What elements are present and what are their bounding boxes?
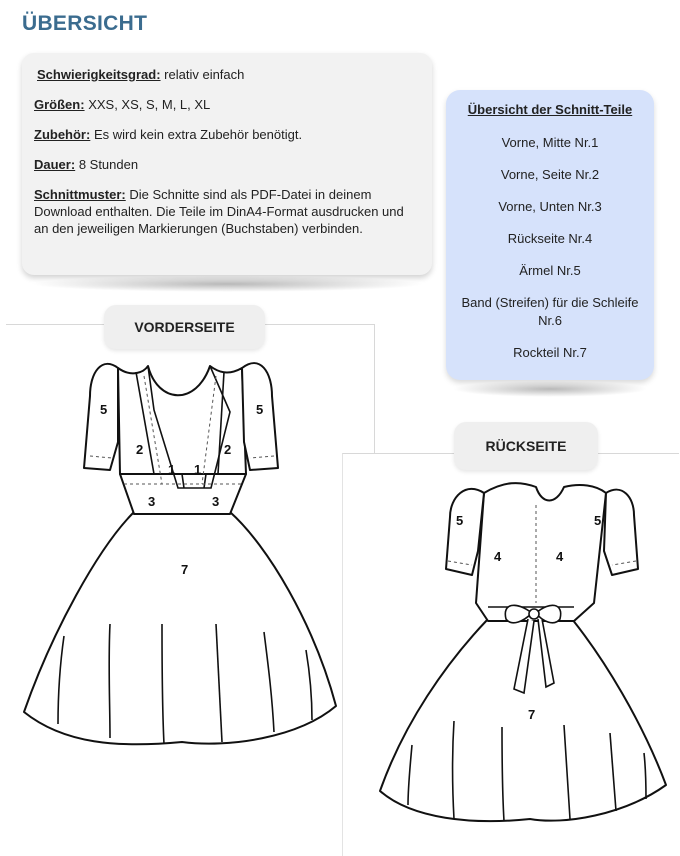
- back-sleeve-right-number: 5: [594, 513, 602, 528]
- parts-overview-box: [446, 90, 654, 380]
- info-pattern: [34, 186, 420, 237]
- front-center-left-number: 1: [168, 462, 176, 477]
- info-value: Es wird kein extra Zubehör benötigt.: [93, 127, 303, 142]
- parts-item: Vorne, Unten Nr.3: [498, 199, 602, 214]
- parts-item: Vorne, Seite Nr.2: [500, 167, 600, 182]
- parts-item: Band (Streifen) für die Schleife Nr.6: [461, 295, 639, 328]
- info-difficulty: [34, 66, 420, 83]
- parts-item: Ärmel Nr.5: [519, 263, 581, 278]
- front-center-right-number: 1: [194, 462, 202, 477]
- info-label: Zubehör:: [34, 127, 91, 142]
- front-sleeve-right-number: 5: [256, 402, 264, 417]
- front-side-left-number: 2: [136, 442, 144, 457]
- info-label: Größen:: [34, 97, 85, 112]
- parts-item: Rückseite Nr.4: [507, 231, 593, 246]
- info-accessories: [34, 126, 420, 143]
- info-duration: [34, 156, 420, 173]
- back-view-label: RÜCKSEITE: [454, 422, 598, 470]
- front-lower-left-number: 3: [148, 494, 156, 509]
- front-skirt-piece: [24, 512, 336, 744]
- info-value: Die Schnitte sind als PDF-Datei in deinem Download enthalten. Die Teile im DinA4-Format ausdrucken und an den jeweiligen Markierungen (Buchstaben) verbinden.: [34, 187, 404, 236]
- parts-overview-title: Übersicht der Schnitt-Teile: [467, 102, 633, 117]
- front-dress-illustration: [6, 324, 374, 780]
- info-box: [22, 53, 432, 275]
- back-sleeve-left-number: 5: [456, 513, 464, 528]
- info-box-shadow: [30, 276, 425, 292]
- info-value: XXS, XS, S, M, L, XL: [88, 97, 211, 112]
- info-value: relativ einfach: [164, 67, 245, 82]
- front-side-right-number: 2: [224, 442, 232, 457]
- front-skirt-number: 7: [181, 562, 189, 577]
- parts-item: Vorne, Mitte Nr.1: [501, 135, 599, 150]
- front-view-label: VORDERSEITE: [104, 305, 265, 349]
- info-label: Schwierigkeitsgrad:: [37, 67, 161, 82]
- back-left-number: 4: [494, 549, 502, 564]
- back-right-sleeve: [604, 490, 638, 575]
- info-label: Schnittmuster:: [34, 187, 126, 202]
- back-skirt-number: 7: [528, 707, 536, 722]
- info-sizes: [34, 96, 420, 113]
- front-sleeve-left-number: 5: [100, 402, 108, 417]
- info-value: 8 Stunden: [78, 157, 139, 172]
- back-dress-illustration: [342, 453, 678, 855]
- info-label: Dauer:: [34, 157, 76, 172]
- back-right-number: 4: [556, 549, 564, 564]
- parts-item: Rockteil Nr.7: [513, 345, 587, 360]
- page-title: ÜBERSICHT: [22, 12, 148, 35]
- front-lower-right-number: 3: [212, 494, 220, 509]
- parts-box-shadow: [452, 381, 648, 397]
